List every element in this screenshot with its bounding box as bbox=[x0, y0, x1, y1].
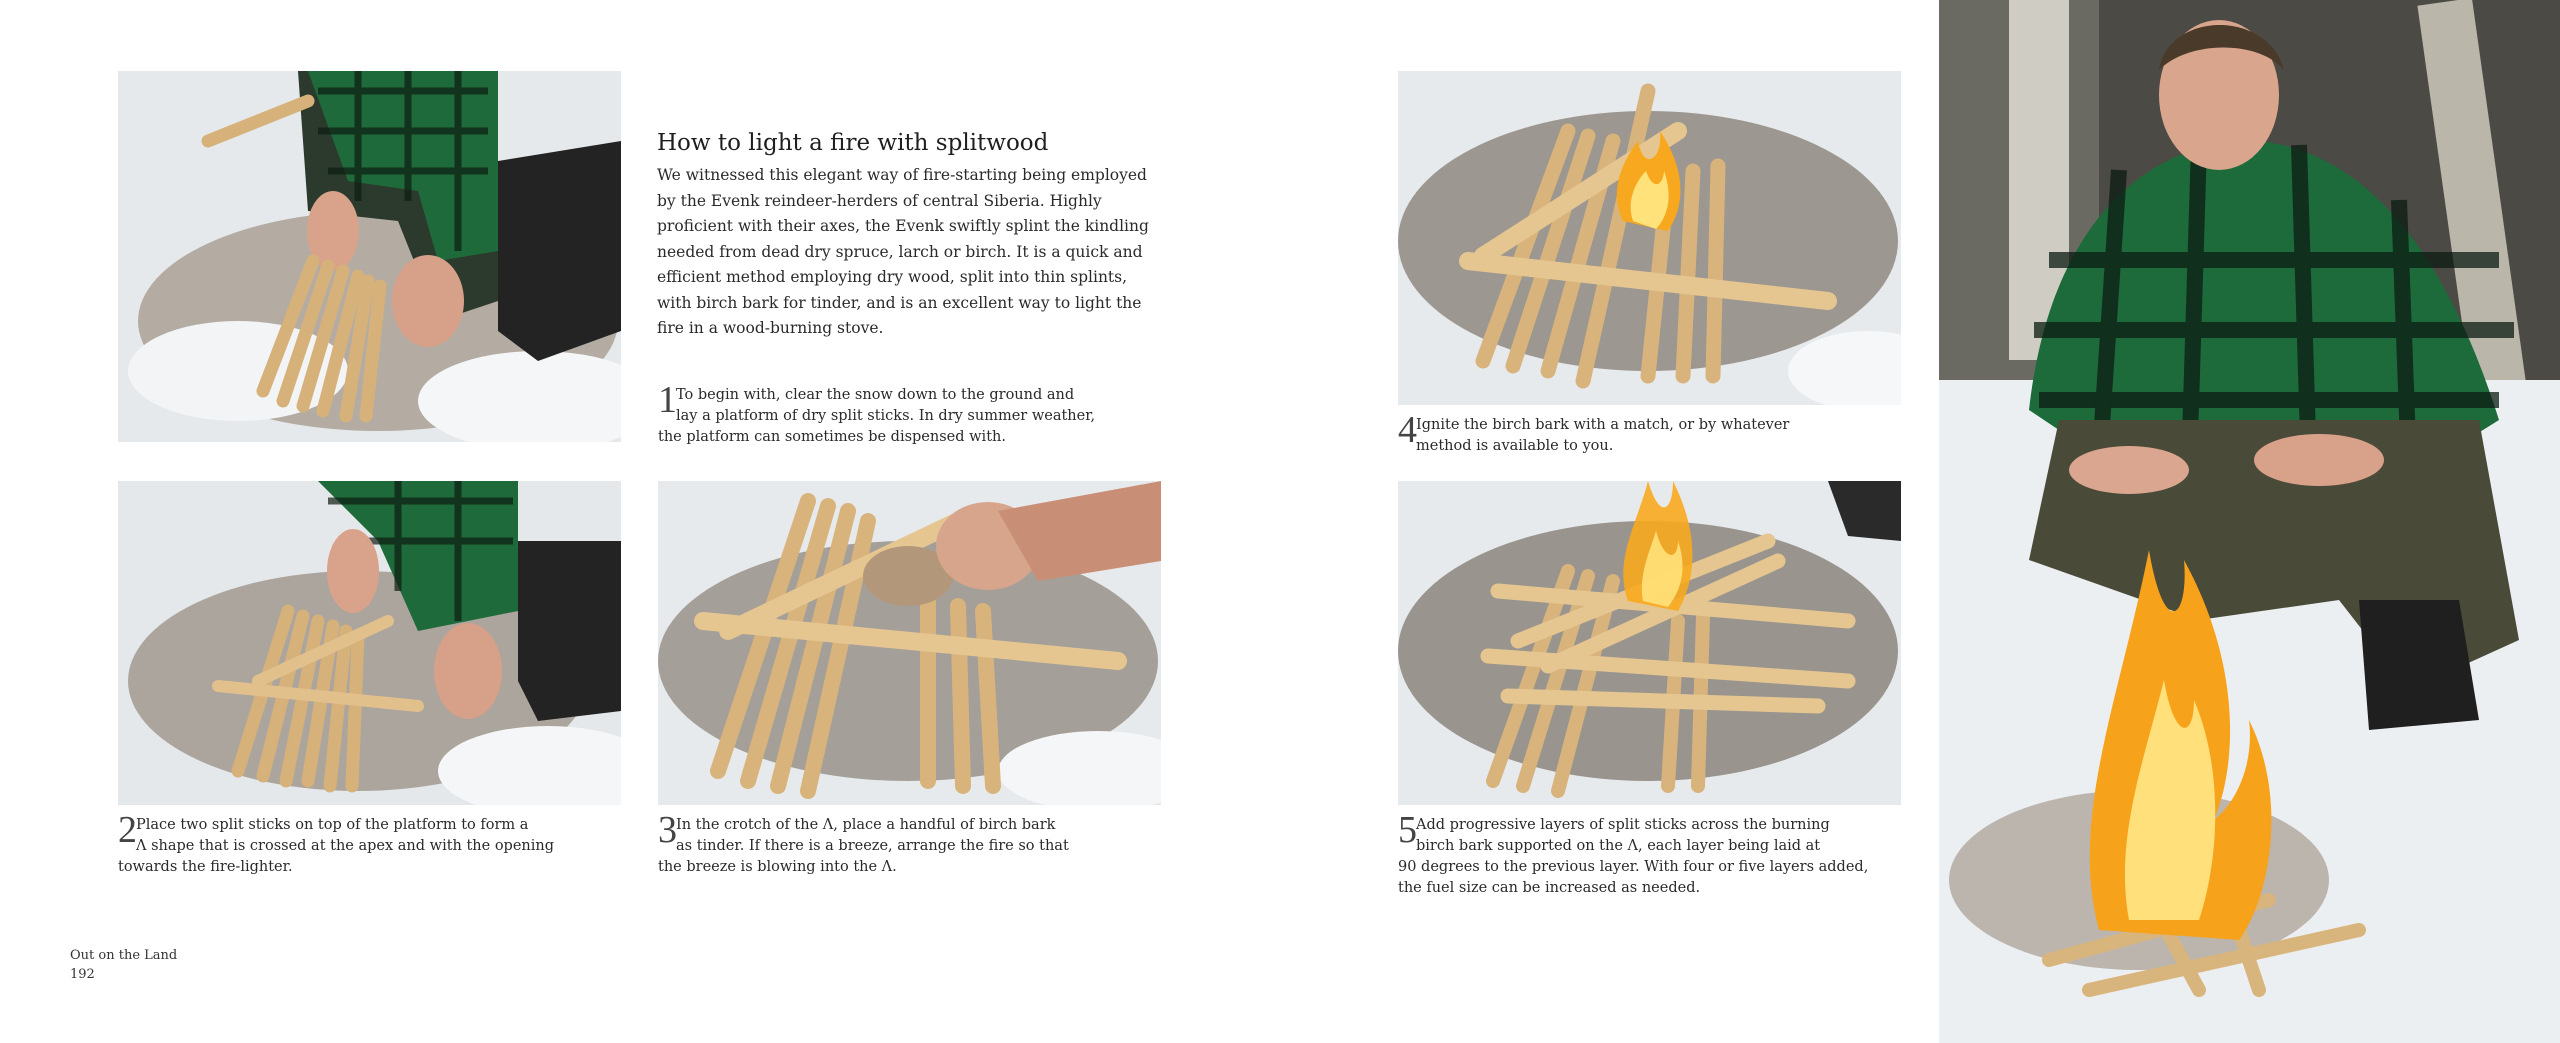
article-title: How to light a fire with splitwood bbox=[657, 130, 1049, 156]
photo-man-warming-by-fire bbox=[1939, 0, 2560, 1043]
intro-line: needed from dead dry spruce, larch or birch. It is a quick and bbox=[657, 242, 1143, 261]
running-footer-section: Out on the Land bbox=[70, 948, 178, 963]
step-text-line: towards the fire-lighter. bbox=[118, 859, 293, 875]
step-1-caption bbox=[658, 379, 1118, 448]
step-4-caption bbox=[1398, 409, 1868, 457]
step-text-line: the breeze is blowing into the Λ. bbox=[658, 859, 897, 875]
photo-step-3-tinder bbox=[658, 481, 1161, 805]
step-text-line: Place two split sticks on top of the platform to form a bbox=[136, 817, 529, 833]
photo-step-2-lambda bbox=[118, 481, 621, 805]
step-text-line: Λ shape that is crossed at the apex and with the opening bbox=[136, 838, 555, 854]
step-number: 4 bbox=[1398, 409, 1417, 451]
photo-step-1-platform bbox=[118, 71, 621, 442]
step-text-line: To begin with, clear the snow down to the ground and bbox=[676, 387, 1075, 403]
intro-line: with birch bark for tinder, and is an excellent way to light the bbox=[657, 293, 1142, 312]
step-number: 2 bbox=[118, 809, 137, 851]
intro-line: by the Evenk reindeer-herders of central Siberia. Highly bbox=[657, 191, 1102, 210]
step-2-caption bbox=[118, 809, 578, 878]
step-number: 1 bbox=[658, 379, 677, 421]
step-text-line: the platform can sometimes be dispensed with. bbox=[658, 429, 1006, 445]
photo-step-4-ignite bbox=[1398, 71, 1901, 405]
intro-line: fire in a wood-burning stove. bbox=[657, 319, 884, 337]
photo-step-5-layers bbox=[1398, 481, 1901, 805]
step-5-caption bbox=[1398, 809, 1878, 899]
step-number: 3 bbox=[658, 809, 677, 851]
step-text-line: lay a platform of dry split sticks. In dry summer weather, bbox=[676, 408, 1096, 424]
step-text-line: as tinder. If there is a breeze, arrange the fire so that bbox=[676, 838, 1069, 854]
intro-line: proficient with their axes, the Evenk swiftly splint the kindling bbox=[657, 217, 1149, 235]
page-number: 192 bbox=[70, 967, 95, 982]
step-text-line: Add progressive layers of split sticks across the burning bbox=[1416, 817, 1830, 833]
step-text-line: birch bark supported on the Λ, each layer being laid at bbox=[1416, 838, 1821, 854]
article-intro bbox=[657, 163, 1149, 342]
step-text-line: method is available to you. bbox=[1416, 438, 1614, 454]
step-3-caption bbox=[658, 809, 1118, 878]
step-text-line: In the crotch of the Λ, place a handful of birch bark bbox=[676, 817, 1056, 833]
intro-line: efficient method employing dry wood, split into thin splints, bbox=[657, 268, 1128, 286]
step-text-line: Ignite the birch bark with a match, or by whatever bbox=[1416, 417, 1790, 433]
intro-line: We witnessed this elegant way of fire-starting being employed bbox=[657, 166, 1147, 184]
step-number: 5 bbox=[1398, 809, 1417, 851]
step-text-line: the fuel size can be increased as needed. bbox=[1398, 880, 1701, 896]
step-text-line: 90 degrees to the previous layer. With four or five layers added, bbox=[1398, 859, 1869, 875]
